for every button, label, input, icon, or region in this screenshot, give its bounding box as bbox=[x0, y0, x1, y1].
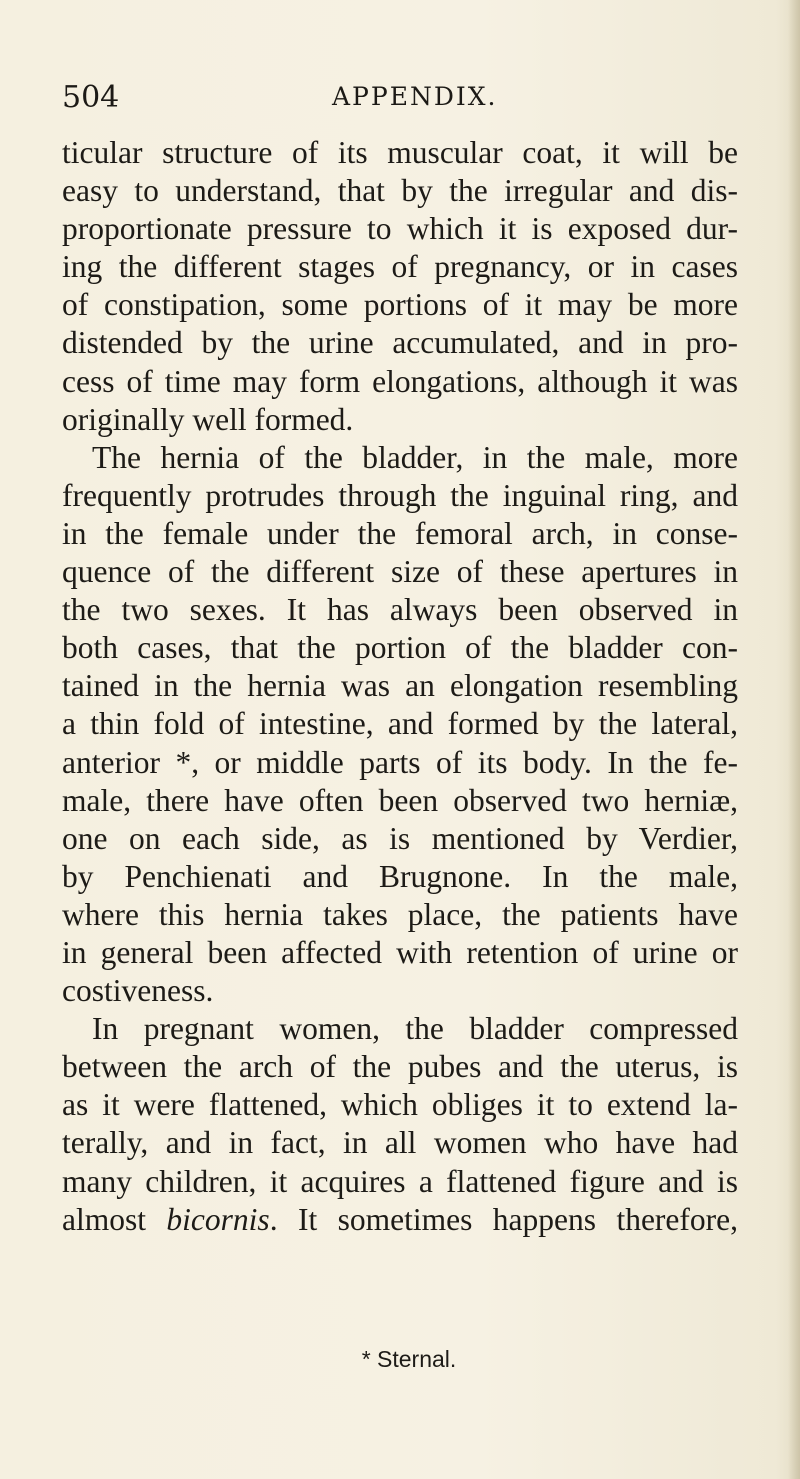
text-line: quence of the different size of these apertures in bbox=[62, 554, 738, 590]
running-head: APPENDIX. bbox=[332, 82, 498, 111]
page-number: 504 bbox=[62, 80, 120, 115]
text-line: a thin fold of intestine, and formed by the lateral, bbox=[62, 706, 738, 742]
text-line: many children, it acquires a flattened figure and is bbox=[62, 1163, 738, 1199]
text-line: terally, and in fact, in all women who have had bbox=[62, 1125, 738, 1161]
text-line: both cases, that the portion of the bladder con- bbox=[62, 630, 738, 666]
text-line: as it were flattened, which obliges it to extend la- bbox=[62, 1087, 738, 1123]
text-line: the two sexes. It has always been observed in bbox=[62, 592, 738, 628]
text-line: where this hernia takes place, the patients have bbox=[62, 896, 738, 932]
text-line: easy to understand, that by the irregular and dis- bbox=[62, 173, 738, 209]
text-line: ticular structure of its muscular coat, it will be bbox=[62, 135, 738, 170]
text-line: originally well formed. bbox=[62, 401, 354, 437]
text-line: in general been affected with retention of urine or bbox=[62, 934, 738, 970]
text-line: between the arch of the pubes and the uterus, is bbox=[62, 1049, 738, 1085]
text-line: In pregnant women, the bladder compressed bbox=[92, 1011, 738, 1047]
text-line: of constipation, some portions of it may be more bbox=[62, 287, 738, 323]
text-line: tained in the hernia was an elongation resembling bbox=[62, 668, 738, 704]
text-line: The hernia of the bladder, in the male, more bbox=[92, 439, 738, 475]
text-line: cess of time may form elongations, although it was bbox=[62, 363, 738, 399]
text-line: male, there have often been observed two herniæ, bbox=[62, 782, 738, 818]
page-edge-shadow bbox=[788, 0, 800, 1479]
footnote: * Sternal. bbox=[361, 1346, 457, 1372]
italic-term: bicornis bbox=[166, 1201, 270, 1237]
text-line: proportionate pressure to which it is exposed dur- bbox=[62, 211, 738, 247]
text-line: anterior *, or middle parts of its body. In the fe- bbox=[62, 744, 738, 780]
text-line: costiveness. bbox=[62, 973, 214, 1009]
text-line: distended by the urine accumulated, and in pro- bbox=[62, 325, 738, 361]
text-line: frequently protrudes through the inguinal ring, and bbox=[62, 477, 738, 513]
page-header bbox=[62, 80, 752, 120]
text-line-italic-term: almost bicornis. It sometimes happens therefore, bbox=[62, 1201, 738, 1237]
text-line: ing the different stages of pregnancy, or in cases bbox=[62, 249, 738, 285]
text-line: one on each side, as is mentioned by Verdier, bbox=[62, 820, 738, 856]
body-text bbox=[62, 134, 738, 1239]
text-line: by Penchienati and Brugnone. In the male, bbox=[62, 858, 738, 894]
text-line: in the female under the femoral arch, in conse- bbox=[62, 515, 738, 551]
